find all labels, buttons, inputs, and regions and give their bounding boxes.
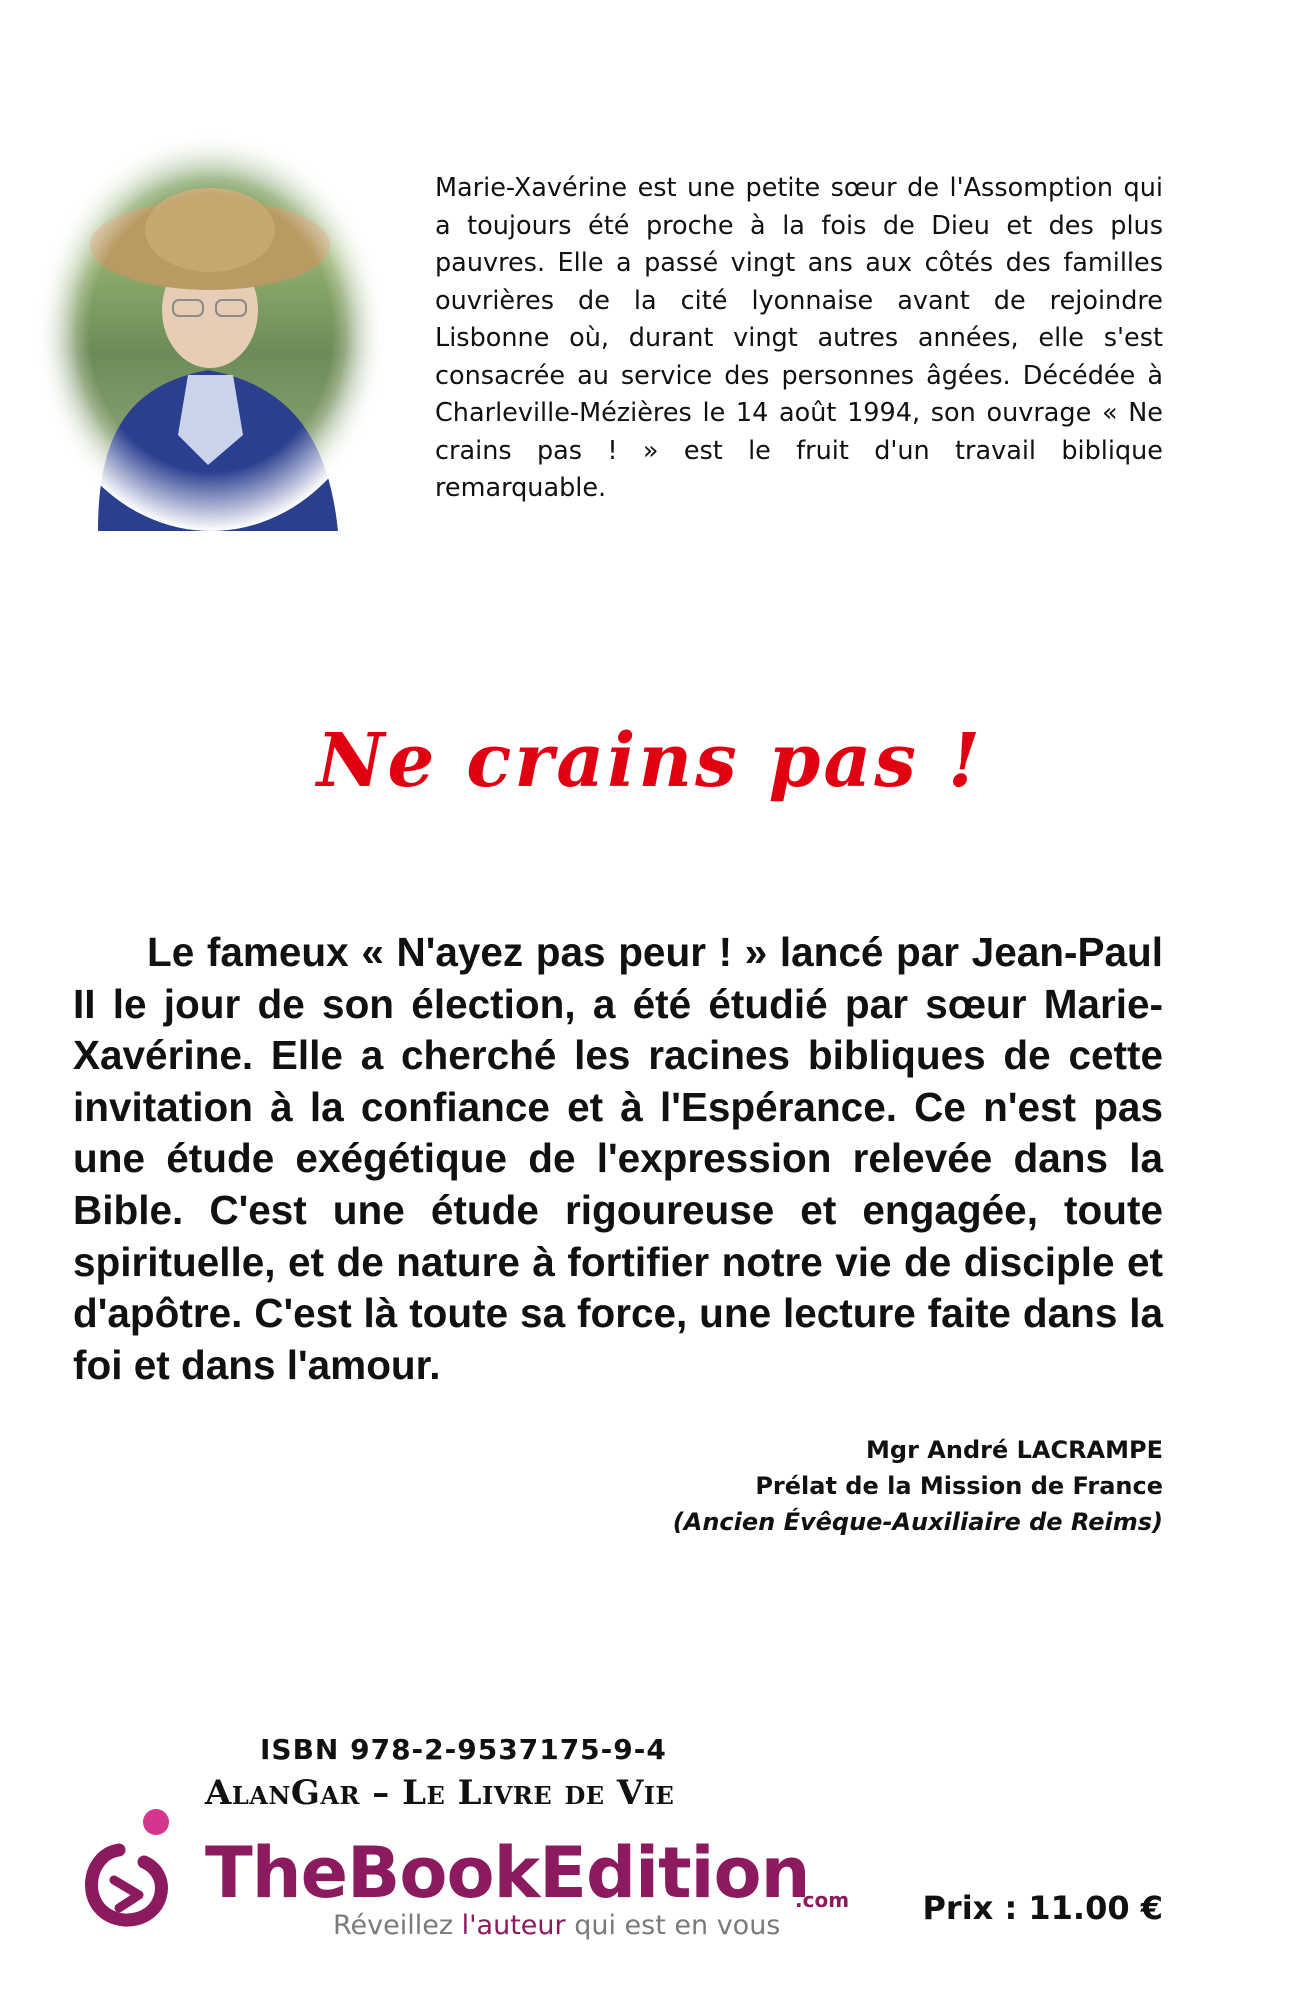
- tagline-end: qui est en vous: [565, 1910, 781, 1941]
- portrait-figure: [38, 135, 384, 531]
- book-blurb: Le fameux « N'ayez pas peur ! » lancé par Jean-Paul II le jour de son élection, a été étudié par sœur Marie-Xavérine. Elle a cherché les racines bibliques de cette invitation à la confiance et à l'Espérance. Ce n'est pas une étude exégétique de l'expression relevée dans la Bible. C'est une étude rigoureuse et engagée, toute spirituelle, et de nature à fortifier notre vie de disciple et d'apôtre. C'est là toute sa force, une lecture faite dans la foi et dans l'amour.: [73, 929, 1163, 1388]
- signature-name: Mgr André LACRAMPE: [866, 1436, 1163, 1464]
- signature-former-role: (Ancien Évêque-Auxiliaire de Reims): [672, 1508, 1163, 1536]
- tagline-highlight: l'auteur: [461, 1910, 566, 1941]
- thebookedition-logo-icon: [64, 1800, 194, 1940]
- logo-domain-suffix: .com: [795, 1888, 850, 1912]
- signature-role: Prélat de la Mission de France: [755, 1472, 1163, 1500]
- price: Prix : 11.00 €: [922, 1889, 1163, 1927]
- logo-tagline: [333, 1910, 780, 1941]
- author-portrait: [38, 135, 384, 531]
- tagline-start: Réveillez: [333, 1910, 462, 1941]
- author-bio: Marie-Xavérine est une petite sœur de l'Assomption qui a toujours été proche à la fois de Dieu et des plus pauvres. Elle a passé vingt ans aux côtés des familles ouvrières de la cité lyonnaise avant de rejoindre Lisbonne où, durant vingt autres années, elle s'est consacrée au service des personnes âgées. Décédée à Charleville-Mézières le 14 août 1994, son ouvrage « Ne crains pas ! » est le fruit d'un travail biblique remarquable.: [435, 173, 1163, 503]
- isbn: ISBN 978-2-9537175-9-4: [260, 1733, 667, 1766]
- logo-wordmark: TheBookEdition: [205, 1832, 810, 1914]
- signature-block: [673, 1432, 1163, 1540]
- publisher: AlanGar – Le Livre de Vie: [205, 1773, 675, 1813]
- book-title: Ne crains pas !: [316, 718, 984, 804]
